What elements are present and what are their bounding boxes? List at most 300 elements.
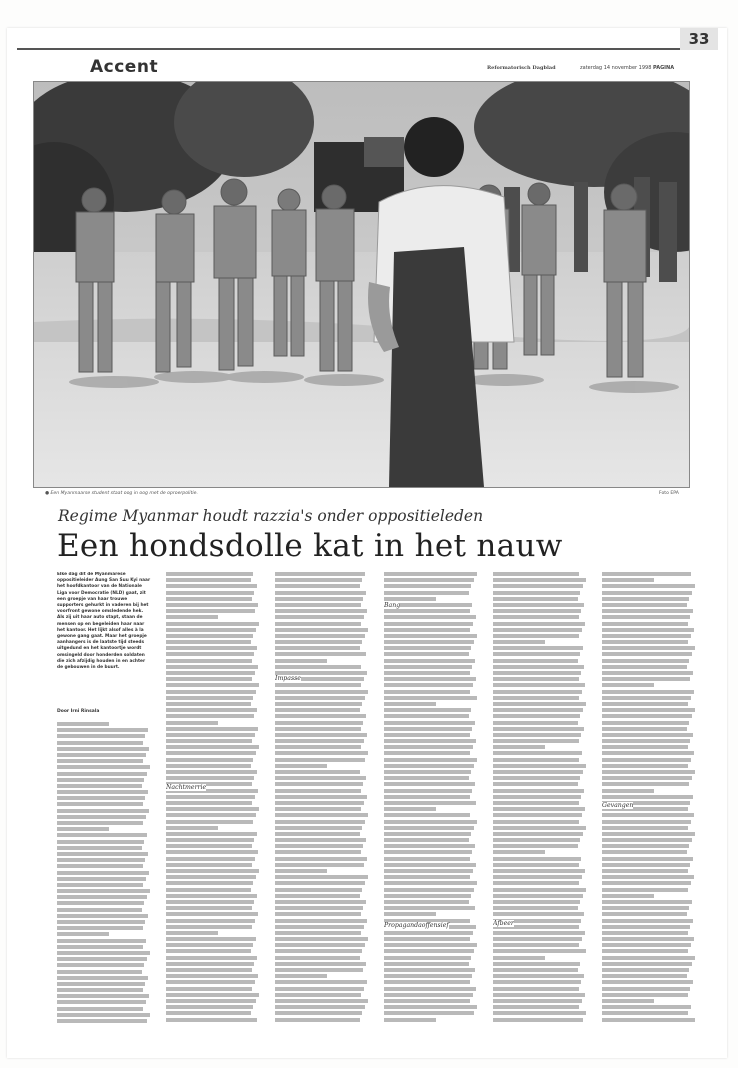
text-line xyxy=(57,970,142,974)
text-line xyxy=(57,1007,143,1011)
text-line xyxy=(493,795,581,799)
text-line xyxy=(57,833,147,837)
text-line xyxy=(493,683,585,687)
text-line xyxy=(602,974,687,978)
text-line xyxy=(493,987,579,991)
text-line xyxy=(602,776,692,780)
header-rule xyxy=(17,48,712,50)
text-line xyxy=(57,747,149,751)
text-line xyxy=(493,869,585,873)
text-line xyxy=(493,993,585,997)
text-line xyxy=(384,770,471,774)
text-line xyxy=(275,622,361,626)
text-line xyxy=(384,894,471,898)
text-line xyxy=(493,857,581,861)
text-line xyxy=(493,931,585,935)
text-line xyxy=(166,572,253,576)
text-line xyxy=(493,733,581,737)
text-line xyxy=(57,1013,150,1017)
text-line xyxy=(384,597,436,601)
text-line xyxy=(166,708,257,712)
text-line xyxy=(275,875,368,879)
text-line xyxy=(602,714,692,718)
text-line xyxy=(166,683,259,687)
text-line xyxy=(166,832,257,836)
text-line xyxy=(493,820,579,824)
text-line xyxy=(275,912,361,916)
text-line xyxy=(57,988,143,992)
text-line xyxy=(493,727,584,731)
text-line xyxy=(57,809,149,813)
text-line xyxy=(602,863,690,867)
text-line xyxy=(493,980,581,984)
text-line xyxy=(275,789,361,793)
text-line xyxy=(275,962,366,966)
body-column-2 xyxy=(166,572,260,1027)
text-line xyxy=(493,640,545,644)
text-line xyxy=(384,943,477,947)
article-lead: Elke dag dit de Myanmarese oppositieleider Aung San Suu Kyi naar het hoofdkantoor van de Nationale Liga voor Democratie (NLD) gaat, zit een groepje van haar trouwe supporters gehurkt in vaderen bij het voorfront gewone omsledende hek. Als zij uit haar auto stapt, staan de mensen op en begeleiden haar naar het kantoor. Het lijkt alsof alles à la gewone gang gaat. Maar het groepje aanhangers is de laatste tijd steeds uitgedund en het kantoortje wordt omsingeld door honderden soldaten die zich afzijdig houden in en achter de gebouwen in de buurt. xyxy=(57,572,151,671)
text-line xyxy=(57,796,145,800)
text-line xyxy=(384,875,470,879)
text-line xyxy=(384,677,476,681)
text-line xyxy=(602,962,692,966)
text-line xyxy=(602,919,693,923)
text-line xyxy=(602,745,688,749)
text-line xyxy=(166,863,252,867)
text-line xyxy=(602,622,688,626)
text-line xyxy=(493,584,583,588)
text-line xyxy=(602,659,689,663)
text-line xyxy=(602,1005,691,1009)
text-line xyxy=(602,578,654,582)
text-line xyxy=(384,634,477,638)
text-line xyxy=(166,875,256,879)
text-line xyxy=(384,993,473,997)
text-line xyxy=(602,968,689,972)
text-line xyxy=(166,900,254,904)
page-label: PAGINA xyxy=(653,65,675,71)
text-line xyxy=(493,622,585,626)
text-line xyxy=(166,838,254,842)
text-line xyxy=(166,968,252,972)
text-line xyxy=(602,690,694,694)
text-lines xyxy=(275,572,369,1024)
text-line xyxy=(493,801,579,805)
text-line xyxy=(602,739,690,743)
photo-caption: ● Een Myanmaarse student staat oog in oog met de oproerpolitie. xyxy=(45,491,198,496)
text-line xyxy=(384,776,469,780)
text-line xyxy=(384,578,474,582)
text-line xyxy=(384,857,470,861)
text-line xyxy=(57,926,143,930)
text-line xyxy=(602,937,694,941)
text-line xyxy=(166,578,251,582)
text-line xyxy=(166,987,252,991)
text-line xyxy=(57,753,146,757)
subhead-impasse: Impasse xyxy=(275,675,301,682)
text-line xyxy=(166,826,218,830)
text-line xyxy=(602,912,687,916)
text-line xyxy=(602,1018,695,1022)
text-line xyxy=(166,1005,253,1009)
text-line xyxy=(493,863,579,867)
text-line xyxy=(493,974,584,978)
text-line xyxy=(275,603,361,607)
text-line xyxy=(166,591,254,595)
text-line xyxy=(275,888,362,892)
text-line xyxy=(57,821,143,825)
text-line xyxy=(57,963,144,967)
text-line xyxy=(275,584,360,588)
text-line xyxy=(493,770,583,774)
text-line xyxy=(602,850,687,854)
text-line xyxy=(275,628,368,632)
text-line xyxy=(384,671,470,675)
text-line xyxy=(166,850,258,854)
text-line xyxy=(166,733,255,737)
text-line xyxy=(493,968,578,972)
text-line xyxy=(166,844,252,848)
text-lines xyxy=(493,572,587,1024)
text-line xyxy=(166,857,255,861)
text-line xyxy=(275,813,368,817)
text-line xyxy=(602,832,695,836)
text-line xyxy=(493,813,582,817)
text-line xyxy=(166,906,252,910)
text-line xyxy=(384,782,475,786)
text-line xyxy=(275,572,365,576)
text-line xyxy=(602,900,692,904)
text-line xyxy=(275,665,361,669)
text-line xyxy=(493,665,584,669)
text-line xyxy=(602,646,695,650)
text-line xyxy=(384,622,473,626)
text-line xyxy=(493,603,584,607)
text-line xyxy=(493,881,579,885)
text-line xyxy=(166,622,259,626)
text-line xyxy=(166,640,251,644)
text-line xyxy=(384,912,436,916)
text-line xyxy=(57,852,148,856)
text-line xyxy=(602,721,689,725)
text-line xyxy=(166,776,254,780)
text-line xyxy=(602,615,690,619)
text-line xyxy=(384,628,470,632)
text-line xyxy=(602,931,688,935)
text-line xyxy=(493,776,580,780)
text-line xyxy=(602,789,654,793)
text-line xyxy=(275,857,367,861)
text-line xyxy=(275,634,365,638)
text-line xyxy=(384,1011,474,1015)
text-lines xyxy=(57,722,151,1025)
text-line xyxy=(57,741,143,745)
text-line xyxy=(166,727,258,731)
text-line xyxy=(275,869,327,873)
photo-credit: Foto EPA xyxy=(659,491,679,496)
text-line xyxy=(602,652,692,656)
text-line xyxy=(166,609,255,613)
text-line xyxy=(384,832,471,836)
text-line xyxy=(384,665,472,669)
article-byline: Door Irni Rinsala xyxy=(57,709,100,714)
text-line xyxy=(275,1018,360,1022)
text-line xyxy=(493,628,582,632)
text-line xyxy=(57,957,147,961)
text-line xyxy=(602,875,694,879)
text-line xyxy=(275,974,327,978)
text-line xyxy=(602,597,689,601)
text-line xyxy=(602,906,689,910)
text-line xyxy=(384,974,472,978)
text-line xyxy=(384,739,476,743)
body-column-4 xyxy=(384,572,478,1027)
text-line xyxy=(493,634,579,638)
text-line xyxy=(384,733,470,737)
text-line xyxy=(166,931,218,935)
text-line xyxy=(275,987,364,991)
text-line xyxy=(493,615,579,619)
text-line xyxy=(57,883,143,887)
text-line xyxy=(493,597,578,601)
text-line xyxy=(602,782,689,786)
text-line xyxy=(602,733,693,737)
text-line xyxy=(275,1005,365,1009)
text-line xyxy=(275,690,368,694)
text-line xyxy=(493,708,583,712)
text-line xyxy=(384,609,470,613)
text-line xyxy=(166,714,254,718)
text-line xyxy=(57,765,150,769)
text-line xyxy=(602,993,688,997)
text-line xyxy=(275,615,364,619)
text-line xyxy=(275,820,365,824)
text-line xyxy=(57,920,145,924)
text-line xyxy=(493,826,586,830)
text-line xyxy=(602,702,688,706)
text-line xyxy=(275,832,360,836)
text-line xyxy=(384,999,470,1003)
text-line xyxy=(602,820,691,824)
text-line xyxy=(57,945,143,949)
text-line xyxy=(275,652,366,656)
text-line xyxy=(493,1005,579,1009)
text-line xyxy=(275,764,327,768)
text-line xyxy=(384,652,469,656)
text-line xyxy=(166,925,252,929)
text-line xyxy=(275,751,368,755)
text-line xyxy=(602,628,694,632)
text-line xyxy=(166,881,253,885)
text-line xyxy=(275,943,365,947)
text-line xyxy=(602,894,654,898)
body-column-6 xyxy=(602,572,696,1027)
text-line xyxy=(57,1000,146,1004)
text-line xyxy=(493,782,578,786)
text-line xyxy=(166,702,251,706)
text-line xyxy=(57,734,145,738)
text-line xyxy=(602,795,693,799)
text-line xyxy=(275,844,363,848)
text-line xyxy=(384,758,477,762)
text-line xyxy=(166,962,254,966)
text-line xyxy=(275,659,327,663)
text-line xyxy=(275,999,368,1003)
text-line xyxy=(275,727,361,731)
text-line xyxy=(493,591,580,595)
text-line xyxy=(493,751,582,755)
text-line xyxy=(493,912,584,916)
text-line xyxy=(275,578,362,582)
text-line xyxy=(602,813,694,817)
text-line xyxy=(166,999,256,1003)
text-line xyxy=(384,980,470,984)
text-line xyxy=(384,968,475,972)
text-line xyxy=(384,949,474,953)
text-line xyxy=(602,943,691,947)
text-line xyxy=(384,789,472,793)
text-line xyxy=(493,659,578,663)
text-line xyxy=(602,609,693,613)
text-line xyxy=(57,901,144,905)
text-line xyxy=(275,925,364,929)
text-line xyxy=(57,846,142,850)
text-line xyxy=(384,696,477,700)
text-line xyxy=(493,671,581,675)
text-line xyxy=(275,646,360,650)
text-line xyxy=(493,894,583,898)
text-line xyxy=(493,832,583,836)
text-line xyxy=(166,739,252,743)
text-line xyxy=(384,906,475,910)
text-line xyxy=(166,615,218,619)
text-line xyxy=(166,974,258,978)
text-line xyxy=(275,733,367,737)
text-line xyxy=(384,888,474,892)
text-line xyxy=(493,739,579,743)
text-line xyxy=(275,776,366,780)
text-line xyxy=(57,772,147,776)
text-line xyxy=(166,634,253,638)
text-line xyxy=(57,722,109,726)
text-line xyxy=(384,683,473,687)
text-line xyxy=(57,728,148,732)
text-line xyxy=(493,764,586,768)
text-line xyxy=(275,906,363,910)
text-line xyxy=(275,881,365,885)
text-line xyxy=(602,584,695,588)
text-line xyxy=(57,889,150,893)
text-line xyxy=(57,790,148,794)
text-line xyxy=(275,739,364,743)
text-line xyxy=(57,914,148,918)
text-line xyxy=(166,696,253,700)
text-line xyxy=(166,980,255,984)
text-line xyxy=(384,1018,436,1022)
text-line xyxy=(57,858,145,862)
text-line xyxy=(602,869,688,873)
text-line xyxy=(493,609,581,613)
text-line xyxy=(493,956,545,960)
text-line xyxy=(166,795,255,799)
text-line xyxy=(275,949,362,953)
text-line xyxy=(602,956,695,960)
text-line xyxy=(57,982,145,986)
text-line xyxy=(493,844,578,848)
text-line xyxy=(493,1018,583,1022)
text-line xyxy=(384,708,471,712)
text-line xyxy=(275,795,367,799)
text-line xyxy=(493,690,582,694)
text-line xyxy=(493,943,579,947)
text-line xyxy=(275,758,365,762)
text-line xyxy=(275,956,360,960)
text-line xyxy=(166,597,252,601)
text-line xyxy=(602,770,695,774)
text-line xyxy=(384,646,471,650)
text-line xyxy=(275,919,367,923)
text-line xyxy=(493,949,586,953)
text-line xyxy=(166,721,218,725)
text-lines xyxy=(384,572,478,1024)
text-line xyxy=(166,751,256,755)
text-line xyxy=(493,1011,586,1015)
text-line xyxy=(493,937,582,941)
text-line xyxy=(57,778,144,782)
text-line xyxy=(602,1011,688,1015)
text-line xyxy=(493,652,580,656)
text-line xyxy=(275,894,360,898)
text-line xyxy=(275,826,362,830)
text-line xyxy=(57,840,144,844)
text-line xyxy=(493,875,582,879)
text-line xyxy=(384,572,477,576)
text-line xyxy=(384,745,473,749)
text-line xyxy=(602,603,687,607)
text-line xyxy=(275,609,367,613)
text-line xyxy=(384,850,472,854)
text-line xyxy=(602,708,695,712)
text-line xyxy=(602,999,654,1003)
text-line xyxy=(493,789,584,793)
text-line xyxy=(275,640,362,644)
subhead-afbeer: Afbeer xyxy=(493,920,514,927)
text-line xyxy=(493,696,579,700)
text-line xyxy=(166,894,257,898)
text-line xyxy=(602,764,688,768)
text-line xyxy=(602,980,693,984)
text-line xyxy=(166,758,253,762)
article-body xyxy=(57,572,695,1027)
text-line xyxy=(166,764,251,768)
text-line xyxy=(166,652,254,656)
text-line xyxy=(275,745,361,749)
text-line xyxy=(493,721,578,725)
text-line xyxy=(602,677,690,681)
text-line xyxy=(384,987,476,991)
text-line xyxy=(384,721,475,725)
text-line xyxy=(57,951,150,955)
text-line xyxy=(166,690,256,694)
text-line xyxy=(602,683,654,687)
text-line xyxy=(384,714,469,718)
text-line xyxy=(166,603,258,607)
text-line xyxy=(493,888,586,892)
text-line xyxy=(384,751,470,755)
text-line xyxy=(275,770,360,774)
text-line xyxy=(384,702,436,706)
